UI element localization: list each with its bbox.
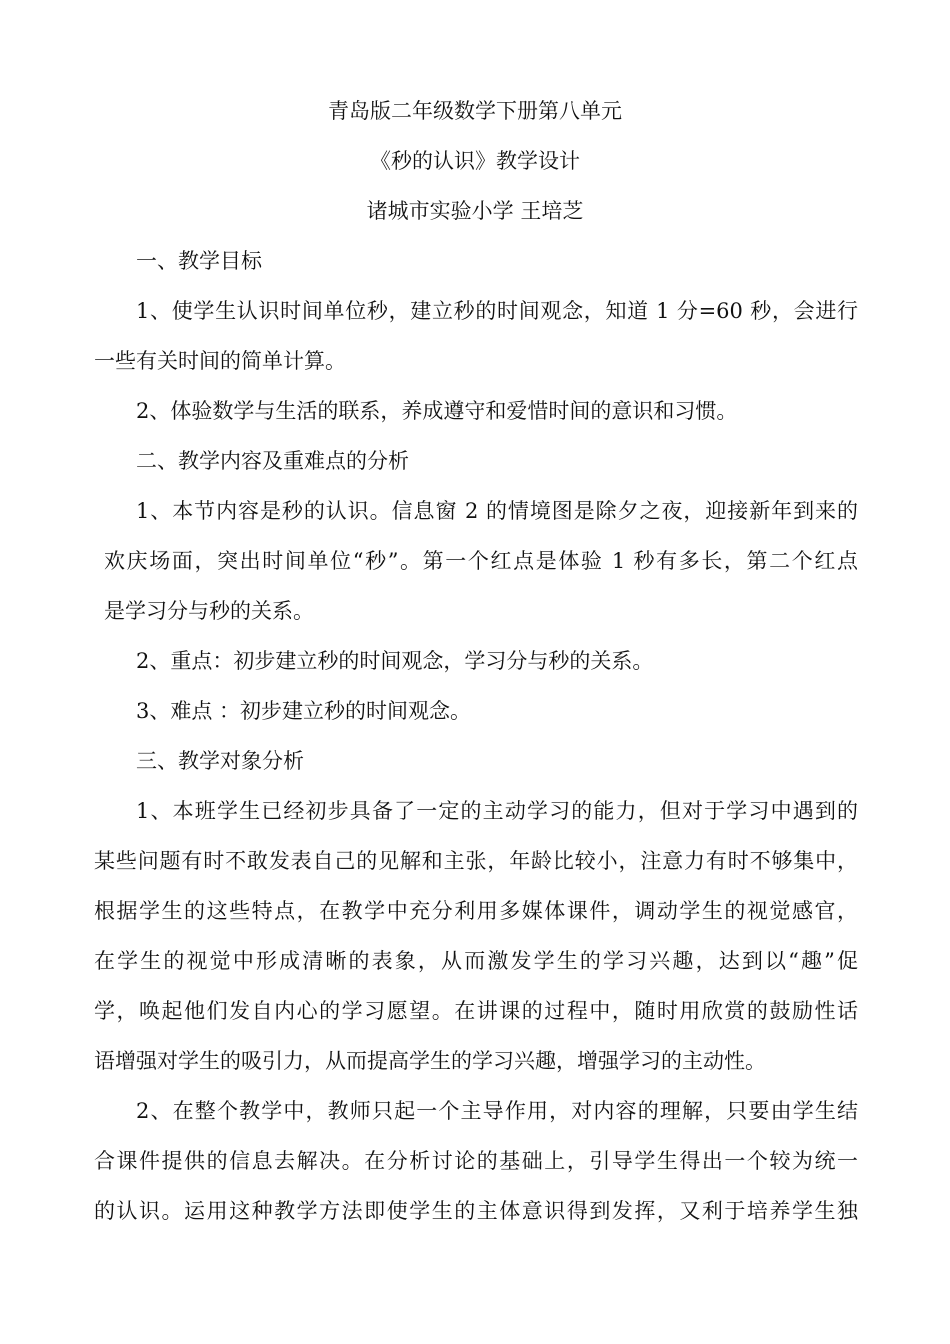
paragraph-line: 2、在整个教学中，教师只起一个主导作用，对内容的理解，只要由学生结 <box>136 1099 858 1123</box>
paragraph-line: 语增强对学生的吸引力，从而提高学生的学习兴趣，增强学习的主动性。 <box>94 1049 766 1073</box>
paragraph-line: 学，唤起他们发自内心的学习愿望。在讲课的过程中，随时用欣赏的鼓励性话 <box>94 999 858 1023</box>
section-heading-3: 三、教学对象分析 <box>136 749 304 773</box>
section-heading-1: 一、教学目标 <box>136 249 262 273</box>
paragraph-line: 合课件提供的信息去解决。在分析讨论的基础上，引导学生得出一个较为统一 <box>94 1149 858 1173</box>
paragraph-line: 一些有关时间的简单计算。 <box>94 349 346 373</box>
author-line: 诸城市实验小学 王培芝 <box>366 199 584 223</box>
paragraph-line: 的认识。运用这种教学方法即使学生的主体意识得到发挥，又利于培养学生独 <box>94 1199 858 1223</box>
paragraph-line: 是学习分与秒的关系。 <box>104 599 314 623</box>
paragraph-line: 3、难点 ：初步建立秒的时间观念。 <box>136 699 472 723</box>
paragraph-line: 某些问题有时不敢发表自己的见解和主张，年龄比较小，注意力有时不够集中， <box>94 849 858 873</box>
paragraph-line: 根据学生的这些特点，在教学中充分利用多媒体课件，调动学生的视觉感官， <box>94 899 858 923</box>
paragraph-line: 2、体验数学与生活的联系，养成遵守和爱惜时间的意识和习惯。 <box>136 399 738 423</box>
paragraph-line: 在学生的视觉中形成清晰的表象，从而激发学生的学习兴趣，达到以“趣”促 <box>94 949 858 973</box>
paragraph-line: 欢庆场面，突出时间单位“秒”。第一个红点是体验 1 秒有多长，第二个红点 <box>104 549 858 573</box>
document-subtitle: 《秒的认识》教学设计 <box>370 149 580 173</box>
document-title: 青岛版二年级数学下册第八单元 <box>328 99 622 123</box>
paragraph-line: 1、使学生认识时间单位秒，建立秒的时间观念，知道 1 分=60 秒，会进行 <box>136 299 858 323</box>
paragraph-line: 1、本班学生已经初步具备了一定的主动学习的能力，但对于学习中遇到的 <box>136 799 858 823</box>
paragraph-line: 2、重点：初步建立秒的时间观念，学习分与秒的关系。 <box>136 649 654 673</box>
section-heading-2: 二、教学内容及重难点的分析 <box>136 449 409 473</box>
paragraph-line: 1、本节内容是秒的认识。信息窗 2 的情境图是除夕之夜，迎接新年到来的 <box>136 499 858 523</box>
